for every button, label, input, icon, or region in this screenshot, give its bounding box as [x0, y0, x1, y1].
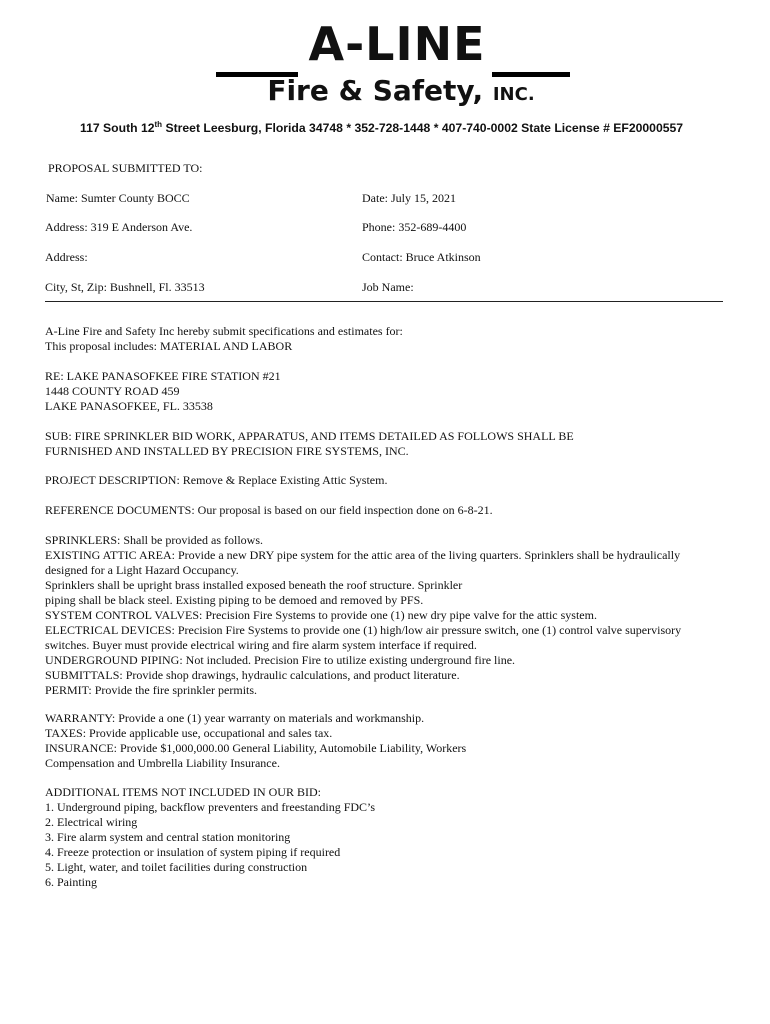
sub-line: FURNISHED AND INSTALLED BY PRECISION FIRE SYSTEMS, INC. — [45, 444, 409, 458]
sprinklers-section — [45, 533, 735, 698]
additional-items-section — [45, 785, 735, 890]
sprinkler-line: SYSTEM CONTROL VALVES: Precision Fire Systems to provide one (1) new dry pipe valve for the attic system. — [45, 608, 597, 622]
additional-item: 2. Electrical wiring — [45, 815, 138, 829]
intro-line: A-Line Fire and Safety Inc hereby submit specifications and estimates for: — [45, 324, 403, 338]
client-address-2: Address: — [45, 250, 88, 264]
logo-subtitle — [246, 74, 556, 112]
sprinkler-line: SPRINKLERS: Shall be provided as follows. — [45, 533, 263, 547]
sprinkler-line: designed for a Light Hazard Occupancy. — [45, 563, 239, 577]
job-name: Job Name: — [362, 280, 414, 294]
re-line: LAKE PANASOFKEE, FL. 33538 — [45, 399, 213, 413]
proposal-date: Date: July 15, 2021 — [362, 191, 456, 205]
reference-line: REFERENCE DOCUMENTS: Our proposal is based on our field inspection done on 6-8-21. — [45, 503, 493, 517]
re-line: RE: LAKE PANASOFKEE FIRE STATION #21 — [45, 369, 281, 383]
re-line: 1448 COUNTY ROAD 459 — [45, 384, 180, 398]
additional-item: 3. Fire alarm system and central station monitoring — [45, 830, 291, 844]
sprinkler-line: switches. Buyer must provide electrical wiring and fire alarm system interface if required. — [45, 638, 477, 652]
client-phone: Phone: 352-689-4400 — [362, 220, 467, 234]
re-section — [45, 369, 735, 414]
address-sup: th — [154, 120, 163, 129]
additional-heading: ADDITIONAL ITEMS NOT INCLUDED IN OUR BID: — [45, 785, 321, 799]
proposal-submitted-label: PROPOSAL SUBMITTED TO: — [48, 161, 203, 175]
sprinkler-line: ELECTRICAL DEVICES: Precision Fire Systems to provide one (1) high/low air pressure switch, one (1) control valve supervisory — [45, 623, 682, 637]
logo-subtitle-main: Fire & Safety, — [267, 74, 484, 107]
additional-item: 4. Freeze protection or insulation of system piping if required — [45, 845, 341, 859]
project-line: PROJECT DESCRIPTION: Remove & Replace Existing Attic System. — [45, 473, 388, 487]
company-address-line — [80, 120, 720, 135]
additional-item: 1. Underground piping, backflow preventers and freestanding FDC’s — [45, 800, 376, 814]
sprinkler-line: Sprinklers shall be upright brass installed exposed beneath the roof structure. Sprinkler — [45, 578, 463, 592]
intro-section — [45, 324, 735, 354]
reference-documents — [45, 503, 735, 518]
logo-title: A-LINE — [308, 17, 486, 71]
section-divider — [45, 301, 723, 302]
sprinkler-line: UNDERGROUND PIPING: Not included. Precision Fire to utilize existing underground fire line. — [45, 653, 516, 667]
client-contact: Contact: Bruce Atkinson — [362, 250, 481, 264]
warranty-line: INSURANCE: Provide $1,000,000.00 General Liability, Automobile Liability, Workers — [45, 741, 467, 755]
client-city: City, St, Zip: Bushnell, Fl. 33513 — [45, 280, 205, 294]
client-address: Address: 319 E Anderson Ave. — [45, 220, 193, 234]
address-post: Street Leesburg, Florida 34748 * 352-728-1448 * 407-740-0002 State License # EF20000557 — [162, 121, 684, 136]
warranty-section — [45, 711, 735, 771]
sub-line: SUB: FIRE SPRINKLER BID WORK, APPARATUS, AND ITEMS DETAILED AS FOLLOWS SHALL BE — [45, 429, 574, 443]
company-logo — [210, 14, 580, 112]
additional-item: 6. Painting — [45, 875, 98, 889]
sprinkler-line: piping shall be black steel. Existing piping to be demoed and removed by PFS. — [45, 593, 424, 607]
sprinkler-line: SUBMITTALS: Provide shop drawings, hydraulic calculations, and product literature. — [45, 668, 460, 682]
logo-subtitle-suffix: INC. — [492, 84, 535, 105]
intro-line: This proposal includes: MATERIAL AND LABOR — [45, 339, 293, 353]
warranty-line: TAXES: Provide applicable use, occupational and sales tax. — [45, 726, 333, 740]
warranty-line: Compensation and Umbrella Liability Insurance. — [45, 756, 280, 770]
additional-item: 5. Light, water, and toilet facilities during construction — [45, 860, 308, 874]
address-pre: 117 South 12 — [80, 121, 155, 136]
client-name: Name: Sumter County BOCC — [46, 191, 190, 205]
sprinkler-line: EXISTING ATTIC AREA: Provide a new DRY pipe system for the attic area of the living quarters. Sprinklers shall be hydraulically — [45, 548, 681, 562]
project-description — [45, 473, 735, 488]
sprinkler-line: PERMIT: Provide the fire sprinkler permits. — [45, 683, 258, 697]
sub-section — [45, 429, 735, 459]
warranty-line: WARRANTY: Provide a one (1) year warranty on materials and workmanship. — [45, 711, 425, 725]
